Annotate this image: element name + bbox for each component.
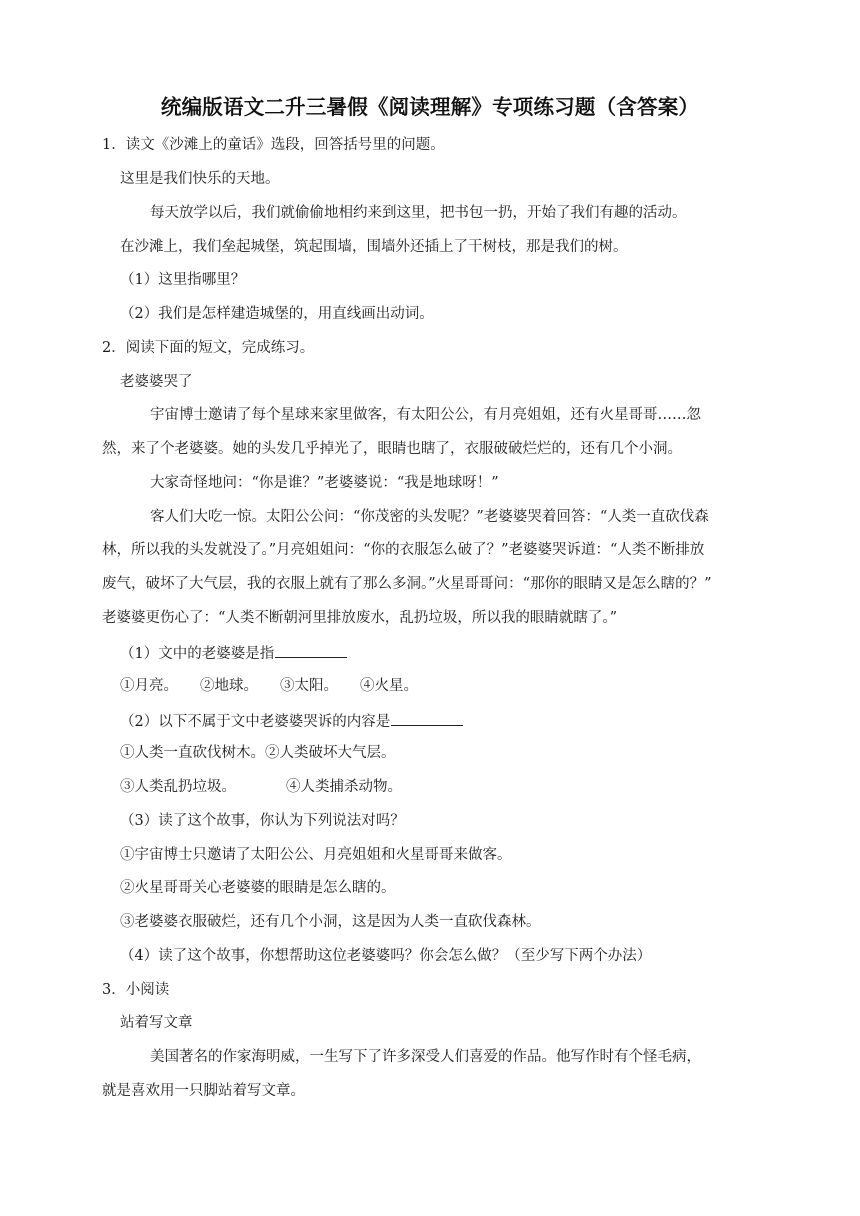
q2-sub-question-2-options-row-1 (120, 743, 396, 763)
q1-sub-question-1: （1）这里指哪里？ (120, 272, 246, 288)
q1-stem: 1．读文《沙滩上的童话》选段，回答括号里的问题。 (102, 137, 445, 153)
option: ③太阳。 (280, 678, 338, 694)
q2-sub-question-4: （4）读了这个故事，你想帮助这位老婆婆吗？你会怎么做？（至少写下两个办法） (120, 948, 652, 964)
q2-sub-question-2-options-row-2 (120, 777, 402, 797)
q2-passage-title: 老婆婆哭了 (120, 374, 193, 390)
q2-paragraph-3-line-1: 客人们大吃一惊。太阳公公问：“你茂密的头发呢？”老婆婆哭着回答：“人类一直砍伐森 (150, 509, 709, 525)
q3-passage-title: 站着写文章 (120, 1015, 193, 1031)
option: ①月亮。 (120, 678, 178, 694)
answer-blank[interactable] (391, 710, 463, 726)
option: ③人类乱扔垃圾。 (120, 779, 236, 795)
q1-sub-question-2: （2）我们是怎样建造城堡的，用直线画出动词。 (120, 306, 434, 322)
q2-paragraph-1-line-2: 然，来了个老婆婆。她的头发几乎掉光了，眼睛也瞎了，衣服破破烂烂的，还有几个小洞。 (102, 441, 682, 457)
q2-paragraph-3-line-2: 林，所以我的头发就没了。”月亮姐姐问：“你的衣服怎么破了？”老婆婆哭诉道：“人类不断排放 (102, 542, 705, 558)
option: ④人类捕杀动物。 (286, 779, 402, 795)
q2-paragraph-2: 大家奇怪地问：“你是谁？”老婆婆说：“我是地球呀！” (150, 475, 499, 491)
q3-stem: 3．小阅读 (102, 982, 170, 998)
page-title: 统编版语文二升三暑假《阅读理解》专项练习题（含答案） (160, 95, 700, 119)
q2-statement-3: ③老婆婆衣服破烂，还有几个小洞，这是因为人类一直砍伐森林。 (120, 914, 541, 930)
option: ②人类破坏大气层。 (265, 745, 396, 761)
q2-sub-question-1-options (120, 676, 418, 696)
option: ①人类一直砍伐树木。 (120, 745, 265, 761)
q1-paragraph-3: 在沙滩上，我们垒起城堡，筑起围墙，围墙外还插上了干树枝，那是我们的树。 (120, 239, 628, 255)
q2-sub-question-1-text: （1）文中的老婆婆是指 (120, 646, 275, 662)
q3-paragraph-1-line-2: 就是喜欢用一只脚站着写文章。 (102, 1083, 305, 1099)
q2-paragraph-1-line-1: 宇宙博士邀请了每个星球来家里做客，有太阳公公，有月亮姐姐，还有火星哥哥……忽 (150, 407, 701, 423)
option: ②地球。 (200, 678, 258, 694)
q2-stem: 2．阅读下面的短文，完成练习。 (102, 340, 315, 356)
q2-sub-question-1 (120, 642, 347, 664)
q2-sub-question-2 (120, 710, 463, 732)
q1-paragraph-1: 这里是我们快乐的天地。 (120, 171, 280, 187)
q1-paragraph-2: 每天放学以后，我们就偷偷地相约来到这里，把书包一扔，开始了我们有趣的活动。 (150, 205, 687, 221)
answer-blank[interactable] (275, 642, 347, 658)
q2-sub-question-3: （3）读了这个故事，你认为下列说法对吗？ (120, 813, 405, 829)
q2-paragraph-3-line-4: 老婆婆更伤心了：“人类不断朝河里排放废水，乱扔垃圾，所以我的眼睛就瞎了。” (102, 610, 618, 626)
option: ④火星。 (360, 678, 418, 694)
q2-statement-2: ②火星哥哥关心老婆婆的眼睛是怎么瞎的。 (120, 880, 396, 896)
q2-paragraph-3-line-3: 废气，破坏了大气层，我的衣服上就有了那么多洞。”火星哥哥问：“那你的眼睛又是怎么瞎的？” (102, 576, 712, 592)
q2-statement-1: ①宇宙博士只邀请了太阳公公、月亮姐姐和火星哥哥来做客。 (120, 847, 512, 863)
q3-paragraph-1-line-1: 美国著名的作家海明威，一生写下了许多深受人们喜爱的作品。他写作时有个怪毛病， (150, 1049, 701, 1065)
q2-sub-question-2-text: （2）以下不属于文中老婆婆哭诉的内容是 (120, 714, 391, 730)
